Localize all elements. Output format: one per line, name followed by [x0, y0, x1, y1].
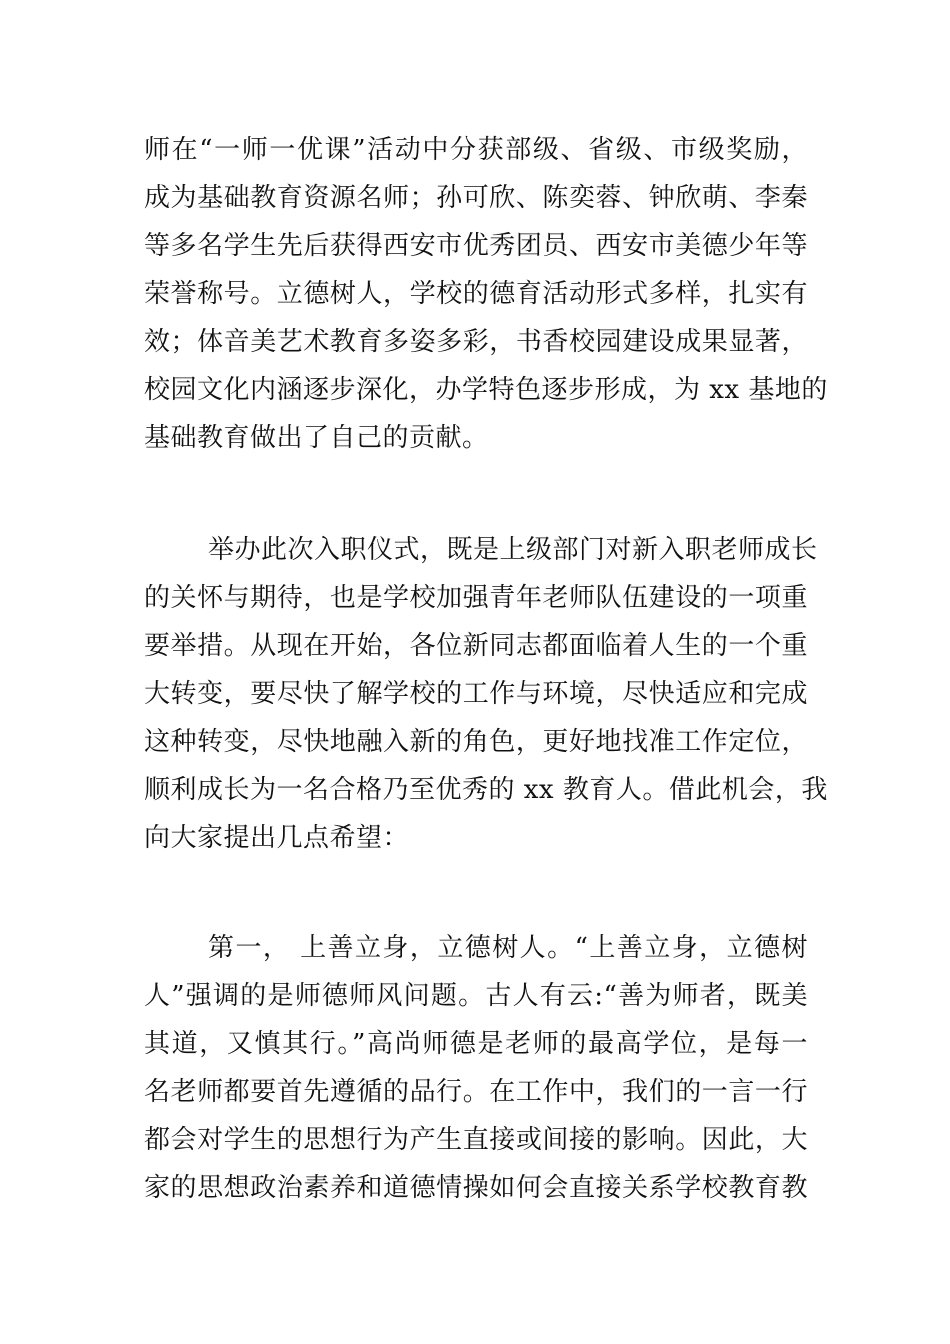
paragraph-line: 都会对学生的思想行为产生直接或间接的影响。因此，大	[144, 1125, 808, 1155]
paragraph-line: 第一， 上善立身，立德树人。“上善立身，立德树	[208, 933, 808, 963]
paragraph-line: 家的思想政治素养和道德情操如何会直接关系学校教育教	[144, 1173, 808, 1203]
paragraph-line: 荣誉称号。立德树人，学校的德育活动形式多样，扎实有	[144, 279, 808, 309]
paragraph-line: 这种转变，尽快地融入新的角色，更好地找准工作定位，	[144, 727, 808, 757]
paragraph-line: 师在“一师一优课”活动中分获部级、省级、市级奖励，	[144, 135, 808, 165]
paragraph-line: 效；体音美艺术教育多姿多彩，书香校园建设成果显著，	[144, 327, 808, 357]
paragraph-line: 校园文化内涵逐步深化，办学特色逐步形成，为 xx 基地的	[144, 375, 828, 405]
paragraph-3	[144, 924, 808, 1212]
paragraph-line: 基础教育做出了自己的贡献。	[144, 423, 489, 453]
paragraph-line: 人”强调的是师德师风问题。古人有云:“善为师者，既美	[144, 981, 808, 1011]
paragraph-line: 向大家提出几点希望：	[144, 823, 410, 853]
paragraph-line: 名老师都要首先遵循的品行。在工作中，我们的一言一行	[144, 1077, 808, 1107]
paragraph-line: 其道，又慎其行。”高尚师德是老师的最高学位，是每一	[144, 1029, 808, 1059]
paragraph-1	[144, 126, 828, 462]
paragraph-2	[144, 526, 828, 862]
paragraph-line: 大转变，要尽快了解学校的工作与环境，尽快适应和完成	[144, 679, 808, 709]
paragraph-line: 要举措。从现在开始，各位新同志都面临着人生的一个重	[144, 631, 808, 661]
paragraph-line: 顺利成长为一名合格乃至优秀的 xx 教育人。借此机会，我	[144, 775, 828, 805]
paragraph-line: 等多名学生先后获得西安市优秀团员、西安市美德少年等	[144, 231, 808, 261]
paragraph-line: 举办此次入职仪式，既是上级部门对新入职老师成长	[208, 535, 818, 565]
paragraph-line: 成为基础教育资源名师；孙可欣、陈奕蓉、钟欣萌、李秦	[144, 183, 808, 213]
paragraph-line: 的关怀与期待，也是学校加强青年老师队伍建设的一项重	[144, 583, 808, 613]
